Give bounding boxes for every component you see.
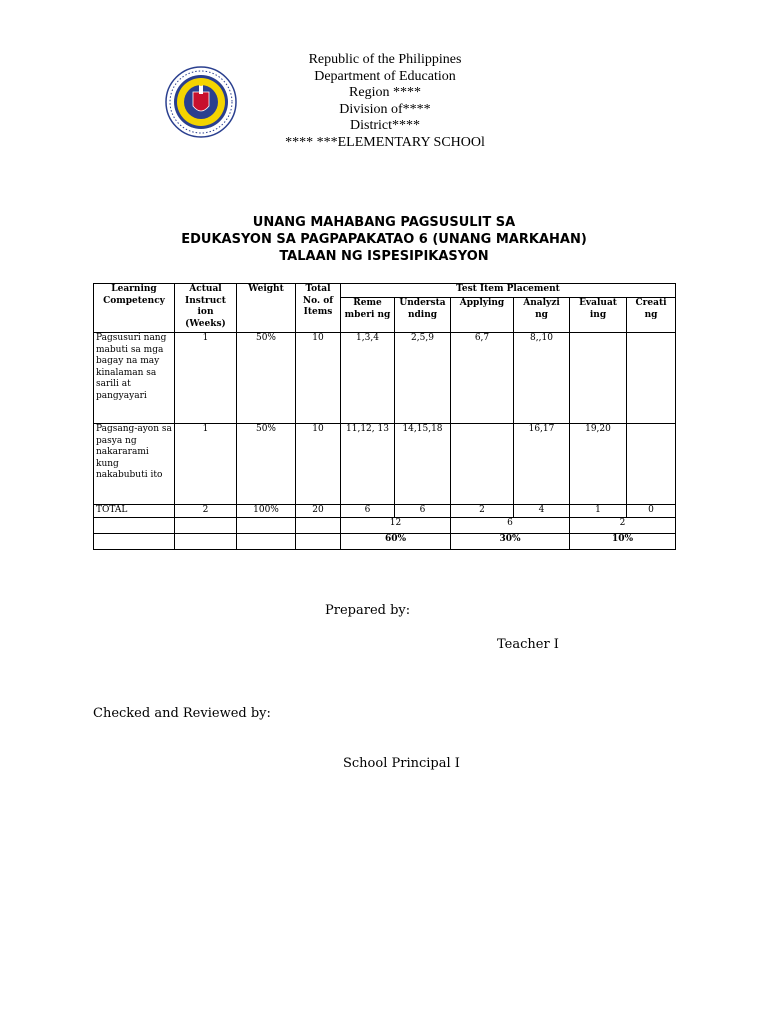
creating-cell [627,333,676,424]
evaluating-cell [570,333,627,424]
header-line: Republic of the Philippines [308,52,462,67]
evaluating-cell: 19,20 [570,424,627,505]
empty-cell [237,517,296,533]
applying-cell [451,424,514,505]
understanding-cell: 14,15,18 [395,424,451,505]
table-row [94,424,676,505]
middle-order-count: 6 [451,517,570,533]
empty-cell [175,533,237,549]
header-placement: Test Item Placement [341,284,676,298]
total-analyzing: 4 [514,505,570,518]
header-creating: Creati ng [627,298,676,333]
group-percent-row [94,533,676,549]
header-items: Total No. of Items [296,284,341,333]
total-row [94,505,676,518]
header-line: Department of Education [314,68,456,84]
remembering-cell: 11,12, 13 [341,424,395,505]
title-line: EDUKASYON SA PAGPAPAKATAO 6 (UNANG MARKAHAN) [181,232,587,247]
total-evaluating: 1 [570,505,627,518]
total-remembering: 6 [341,505,395,518]
items-cell: 10 [296,333,341,424]
analyzing-cell: 8,,10 [514,333,570,424]
items-cell: 10 [296,424,341,505]
title-line: TALAAN NG ISPESIPIKASYON [279,249,489,264]
total-creating: 0 [627,505,676,518]
empty-cell [296,533,341,549]
weight-cell: 50% [237,333,296,424]
header-understanding: Understa nding [395,298,451,333]
total-weight: 100% [237,505,296,518]
teacher-title: Teacher I [497,637,559,652]
header-line: Division of**** [339,101,431,117]
weeks-cell: 1 [175,333,237,424]
total-understanding: 6 [395,505,451,518]
header-instruction: Actual Instruct ion (Weeks) [175,284,237,333]
specification-table [93,283,676,550]
weight-cell: 50% [237,424,296,505]
table-row [94,333,676,424]
header-evaluating: Evaluat ing [570,298,627,333]
lower-order-count: 12 [341,517,451,533]
empty-cell [94,517,175,533]
competency-cell: Pagsusuri nang mabuti sa mga bagay na may kinalaman sa sarili at pangyayari [94,333,175,424]
principal-title: School Principal I [343,756,460,771]
title-line: UNANG MAHABANG PAGSUSULIT SA [252,215,516,230]
header-line: **** ***ELEMENTARY SCHOOl [285,134,485,150]
remembering-cell: 1,3,4 [341,333,395,424]
lower-order-percent: 60% [341,533,451,549]
understanding-cell: 2,5,9 [395,333,451,424]
document-header [220,52,550,151]
header-line: Region **** [349,85,421,100]
higher-order-percent: 10% [570,533,676,549]
weeks-cell: 1 [175,424,237,505]
higher-order-count: 2 [570,517,676,533]
empty-cell [296,517,341,533]
group-count-row [94,517,676,533]
header-applying: Applying [451,298,514,333]
document-title [0,214,768,265]
empty-cell [237,533,296,549]
total-applying: 2 [451,505,514,518]
middle-order-percent: 30% [451,533,570,549]
header-remembering: Reme mberi ng [341,298,395,333]
empty-cell [175,517,237,533]
competency-cell: Pagsang-ayon sa pasya ng nakararami kung nakabubuti ito [94,424,175,505]
total-weeks: 2 [175,505,237,518]
header-line: District**** [350,118,420,133]
applying-cell: 6,7 [451,333,514,424]
empty-cell [94,533,175,549]
prepared-by-label: Prepared by: [325,603,411,618]
total-items: 20 [296,505,341,518]
creating-cell [627,424,676,505]
analyzing-cell: 16,17 [514,424,570,505]
header-analyzing: Analyzi ng [514,298,570,333]
header-weight: Weight [237,284,296,333]
checked-by-label: Checked and Reviewed by: [93,706,271,721]
total-label: TOTAL [94,505,175,518]
header-competency: Learning Competency [94,284,175,333]
